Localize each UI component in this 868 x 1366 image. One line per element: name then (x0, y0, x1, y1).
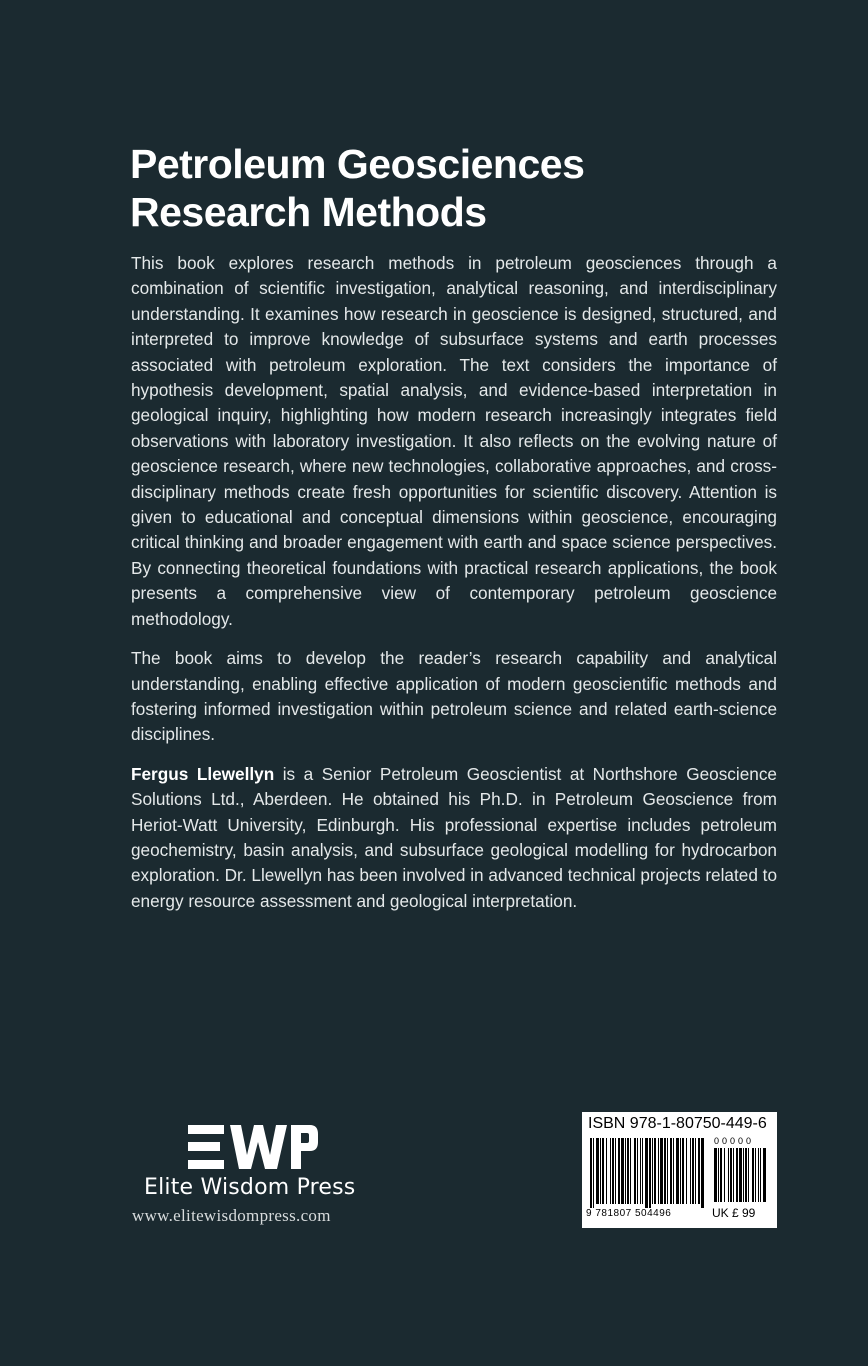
author-bio (131, 762, 777, 914)
description-paragraph-2: The book aims to develop the reader’s research capability and analytical understanding, enabling effective application of modern geoscientific methods and fostering informed investigation within petroleum science and related earth-science disciplines. (131, 648, 777, 745)
title-line-2: Research Methods (130, 189, 487, 235)
author-bio-text: is a Senior Petroleum Geoscientist at Northshore Geoscience Solutions Ltd., Aberdeen. He obtained his Ph.D. in Petroleum Geoscience from Heriot-Watt University, Edinburgh. His professional expertise includes petroleum geochemistry, basin analysis, and subsurface geological modelling for hydrocarbon exploration. Dr. Llewellyn has been involved in advanced technical projects related to energy resource assessment and geological interpretation. (131, 763, 777, 911)
isbn-number: ISBN 978-1-80750-449-6 (588, 1115, 767, 1132)
addon-code: 00000 (714, 1136, 755, 1146)
author-name: Fergus Llewellyn (131, 763, 275, 784)
barcode-bars-icon (586, 1136, 772, 1208)
title-line-1: Petroleum Geosciences (130, 141, 585, 187)
publisher-logo (132, 1125, 382, 1226)
book-title (130, 140, 770, 236)
publisher-name: Elite Wisdom Press (144, 1175, 356, 1200)
publisher-url: www.elitewisdompress.com (132, 1206, 331, 1225)
barcode-digits: 9 781807 504496 (586, 1208, 672, 1219)
price-label: UK £ 99 (712, 1206, 756, 1220)
back-cover-text (131, 251, 777, 928)
description-paragraph-1: This book explores research methods in petroleum geosciences through a combination of scientific investigation, analytical reasoning, and interdisciplinary understanding. It examines how research in geoscience is designed, structured, and interpreted to improve knowledge of subsurface systems and earth processes associated with petroleum exploration. The text considers the importance of hypothesis development, spatial analysis, and evidence-based interpretation in geological inquiry, highlighting how modern research increasingly integrates field observations with laboratory investigation. It also reflects on the evolving nature of geoscience research, where new technologies, collaborative approaches, and cross-disciplinary methods create fresh opportunities for scientific discovery. Attention is given to educational and conceptual dimensions within geoscience, encouraging critical thinking and broader engagement with earth and space science perspectives. By connecting theoretical foundations with practical research applications, the book presents a comprehensive view of contemporary petroleum geoscience methodology. (131, 253, 777, 629)
isbn-barcode (582, 1112, 777, 1228)
ewp-logo-icon (188, 1125, 318, 1169)
